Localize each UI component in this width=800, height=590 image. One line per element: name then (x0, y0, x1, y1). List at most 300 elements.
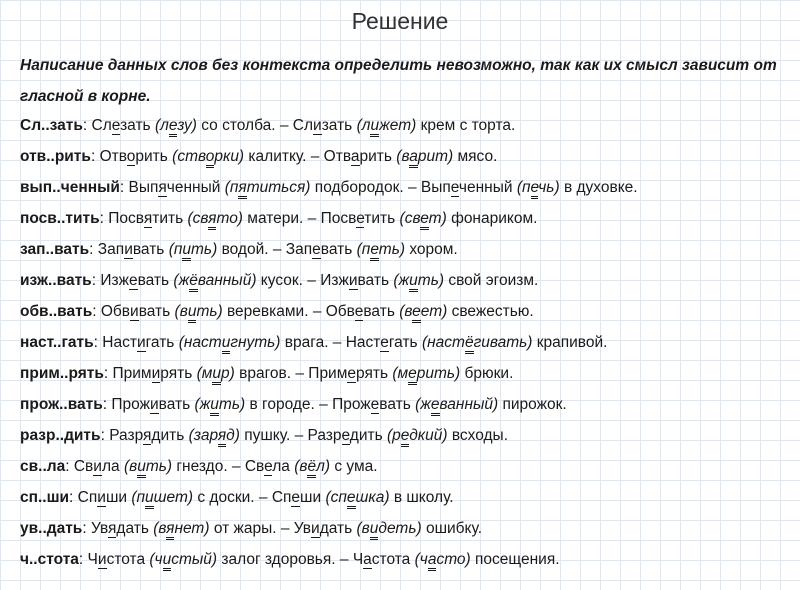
answer-word-1-prefix: Обв (100, 303, 131, 320)
check-word-2-vowel: ё (307, 458, 316, 478)
context-2: свой эгоизм. (448, 272, 539, 289)
answer-word-1 (78, 489, 127, 507)
check-word-1-prefix: (ств (172, 148, 206, 165)
answer-word-2-vowel: е (450, 179, 459, 196)
check-word-2-prefix: (п (516, 179, 531, 196)
check-word-1 (131, 489, 193, 509)
answer-word-1 (100, 272, 169, 290)
answer-word-2-prefix: Сл (292, 117, 314, 134)
answer-word-1-suffix: зать (120, 117, 151, 134)
check-word-1-suffix: ть) (145, 458, 173, 475)
check-word-1 (172, 148, 244, 168)
answer-word-2-vowel: е (341, 427, 350, 444)
check-word-1-suffix: то) (216, 210, 243, 227)
check-word-1 (225, 179, 311, 199)
check-word-2-suffix: жет) (379, 117, 417, 134)
check-word-1-prefix: (ч (149, 551, 163, 568)
check-word-2-prefix: (в (356, 520, 370, 537)
check-word-2-vowel: и (370, 117, 379, 137)
check-word-1-suffix: рки) (214, 148, 245, 165)
context-1: от жары. (213, 520, 277, 537)
check-word-1-vowel: о (206, 148, 215, 168)
answer-word-1-vowel: и (136, 334, 146, 351)
check-word-1-prefix: (ж (173, 272, 190, 289)
answer-word-1-prefix: Сл (91, 117, 112, 134)
answer-word-2-vowel: е (347, 365, 356, 382)
check-word-2-prefix: (сп (325, 489, 347, 506)
check-word-1 (155, 117, 197, 137)
context-2: всходы. (451, 427, 509, 444)
check-word-2 (392, 365, 460, 385)
answer-word-1-vowel: е (111, 117, 121, 134)
context-1: гнездо. (176, 458, 228, 475)
answer-word-2-prefix: Св (244, 458, 265, 475)
answer-word-2-suffix: дать (319, 520, 353, 537)
check-word-2 (357, 241, 405, 261)
check-word-2-suffix: т) (428, 210, 447, 227)
answer-word-2-vowel: е (291, 489, 301, 506)
task-word: св..ла (20, 458, 66, 475)
check-word-1-suffix: зу) (177, 117, 197, 134)
context-2: в духовке. (563, 179, 638, 196)
answer-word-2-prefix: Прим (308, 365, 348, 382)
check-word-2-prefix: (л (356, 117, 371, 134)
answer-word-1-vowel: я (143, 427, 152, 444)
answer-word-1-suffix: стота (106, 551, 146, 568)
context-1: веревками. (226, 303, 309, 320)
check-word-2-prefix: (ч (414, 551, 428, 568)
check-word-2-vowel: е (408, 365, 417, 385)
answer-word-2-prefix: Сп (271, 489, 292, 506)
check-word-2-vowel: е (401, 427, 409, 447)
answer-word-1-suffix: ши (105, 489, 128, 506)
answer-word-2 (308, 365, 388, 383)
answer-row: разр..дить: Разрядить (заряд) пушку. – Разредить (редкий) всходы. (20, 420, 790, 451)
answer-word-1-vowel: и (124, 241, 133, 258)
answer-word-1 (92, 117, 151, 135)
answer-word-2 (326, 303, 395, 321)
check-word-2-prefix: (п (356, 241, 371, 258)
answer-word-2 (346, 334, 418, 352)
answer-row: ув..дать: Увядать (вянет) от жары. – Увидать (видеть) ошибку. (20, 513, 790, 544)
task-word: изж..вать (20, 272, 92, 289)
answer-word-2-vowel: е (354, 303, 364, 320)
check-word-1 (173, 272, 256, 292)
check-word-1 (188, 210, 243, 230)
context-1: матери. (247, 210, 304, 227)
answer-row: наст..гать: Настигать (настигнуть) врага. – Настегать (настёгивать) крапивой. (20, 327, 790, 358)
task-word: разр..дить (20, 427, 101, 444)
context-2: фонариком. (451, 210, 538, 227)
answer-word-2 (272, 489, 321, 507)
answer-word-2-prefix: Ув (293, 520, 312, 537)
check-word-1-suffix: р) (221, 365, 235, 382)
check-word-1-suffix: ть) (196, 303, 223, 320)
task-word: прож..вать (20, 396, 103, 413)
check-word-1-vowel: и (145, 489, 154, 509)
check-word-1 (194, 396, 245, 416)
check-word-1 (149, 551, 217, 571)
answer-word-1 (102, 334, 174, 352)
answer-word-2-prefix: Изж (320, 272, 349, 289)
answer-word-2-suffix: дить (349, 427, 383, 444)
context-1: врага. (284, 334, 329, 351)
answer-word-2 (421, 179, 513, 197)
context-1: врагов. (239, 365, 292, 382)
answer-word-1-suffix: дить (151, 427, 185, 444)
answer-word-2-suffix: вать (320, 241, 353, 258)
check-word-1-vowel: ё (189, 272, 198, 292)
answer-word-1 (113, 365, 193, 383)
check-word-2-vowel: е (370, 241, 378, 261)
check-word-1-suffix: стый) (171, 551, 218, 568)
answer-word-1-vowel: и (151, 365, 161, 382)
answer-word-1 (108, 210, 183, 228)
answer-word-1-vowel: и (149, 396, 159, 413)
answer-word-2-suffix: рить (359, 148, 392, 165)
answer-word-2-prefix: Вып (420, 179, 451, 196)
answer-row: отв..рить: Отворить (створки) калитку. – Отварить (варит) мясо. (20, 141, 790, 172)
check-word-2 (393, 272, 444, 292)
task-word: ч..стота (20, 551, 79, 568)
answer-word-1-prefix: Прим (112, 365, 152, 382)
answer-word-2-prefix: Зап (285, 241, 313, 258)
check-word-2 (325, 489, 389, 509)
context-2: хором. (409, 241, 458, 258)
answer-word-1-suffix: вать (137, 272, 170, 289)
answer-word-2-prefix: Отв (323, 148, 351, 165)
check-word-1-prefix: (св (187, 210, 209, 227)
answer-word-2 (286, 241, 353, 259)
check-word-2-suffix: ет) (420, 303, 448, 320)
answer-word-2-vowel: е (264, 458, 273, 475)
answer-word-1-vowel: и (93, 458, 102, 475)
answer-word-1-prefix: Разр (109, 427, 144, 444)
answer-word-2-suffix: зать (321, 117, 353, 134)
check-word-2-vowel: а (409, 148, 418, 168)
answer-word-2 (293, 117, 352, 135)
check-word-2 (357, 520, 422, 540)
context-2: свежестью. (451, 303, 534, 320)
answer-row: св..ла: Свила (вить) гнездо. – Свела (вёл) с ума. (20, 451, 790, 482)
check-word-1 (169, 241, 218, 261)
check-word-2-vowel: е (412, 303, 421, 323)
check-word-2-prefix: (в (396, 148, 410, 165)
check-word-2-vowel: е (347, 489, 356, 509)
check-word-1 (175, 303, 223, 323)
answer-word-1 (88, 551, 146, 569)
answer-word-2 (294, 520, 352, 538)
check-word-1 (124, 458, 172, 478)
answer-word-1 (98, 241, 165, 259)
check-word-1-prefix: (м (196, 365, 213, 382)
task-word: зап..вать (20, 241, 90, 258)
answer-word-2-suffix: тить (364, 210, 396, 227)
check-word-2 (517, 179, 560, 199)
answer-word-2-prefix: Наст (345, 334, 381, 351)
context-2: ошибку. (425, 520, 483, 537)
check-word-2 (399, 303, 447, 323)
answer-word-2-vowel: и (348, 272, 358, 289)
check-word-2-suffix: чь) (538, 179, 560, 196)
answer-word-2-vowel: и (313, 117, 322, 134)
check-word-2 (294, 458, 330, 478)
check-word-1-vowel: и (163, 551, 172, 571)
answer-word-2-suffix: ченный (458, 179, 513, 196)
answer-word-2-suffix: ла (272, 458, 290, 475)
check-word-1-vowel: и (212, 365, 221, 385)
answer-word-1-suffix: гать (145, 334, 175, 351)
answer-word-1-prefix: Ч (87, 551, 98, 568)
context-1: пушку. (244, 427, 291, 444)
context-1: залог здоровья. (221, 551, 336, 568)
task-word: наст..гать (20, 334, 94, 351)
answer-word-1-suffix: ла (101, 458, 120, 475)
context-1: в городе. (249, 396, 315, 413)
answer-word-2-suffix: вать (379, 396, 411, 413)
answer-word-2-vowel: е (312, 241, 321, 258)
context-2: в школу. (393, 489, 454, 506)
answer-word-2-prefix: Ч (352, 551, 364, 568)
answer-row: изж..вать: Изжевать (жёванный) кусок. – Изживать (жить) свой эгоизм. (20, 265, 790, 296)
answer-word-1-prefix: Сп (77, 489, 98, 506)
check-word-1-suffix: д) (226, 427, 240, 444)
check-word-2-suffix: ть) (417, 272, 445, 289)
check-word-2 (415, 396, 498, 416)
answer-word-1-prefix: Изж (100, 272, 129, 289)
check-word-2-prefix: (в (399, 303, 413, 320)
answer-row: зап..вать: Запивать (пить) водой. – Запевать (петь) хором. (20, 234, 790, 265)
check-word-2-prefix: (наст (421, 334, 465, 351)
task-word: отв..рить (20, 148, 91, 165)
check-word-2 (422, 334, 532, 354)
check-word-2-suffix: шка) (355, 489, 390, 506)
check-word-2 (400, 210, 447, 230)
check-word-2-suffix: рит) (417, 148, 454, 165)
answer-row: Сл..зать: Слезать (лезу) со столба. – Слизать (лижет) крем с торта. (20, 110, 790, 141)
answer-word-1-vowel: е (128, 272, 138, 289)
check-word-1-prefix: (п (131, 489, 146, 506)
answer-row: вып..ченный: Выпяченный (пятиться) подбородок. – Выпеченный (печь) в духовке. (20, 172, 790, 203)
answer-word-1 (111, 396, 190, 414)
answer-word-2 (332, 396, 411, 414)
task-word: обв..вать (20, 303, 93, 320)
answer-row: прож..вать: Проживать (жить) в городе. – Прожевать (жеванный) пирожок. (20, 389, 790, 420)
check-word-1-prefix: (в (174, 303, 188, 320)
answer-word-2-suffix: вать (363, 303, 395, 320)
check-word-2-suffix: ть) (378, 241, 406, 258)
answer-word-1-vowel: и (97, 551, 107, 568)
check-word-1-vowel: я (166, 520, 174, 540)
check-word-1-prefix: (ж (194, 396, 211, 413)
check-word-1-prefix: (л (154, 117, 169, 134)
answer-word-1-prefix: Отв (99, 148, 127, 165)
answer-word-2-vowel: а (350, 148, 360, 165)
check-word-1-vowel: я (208, 210, 216, 230)
check-word-2 (387, 427, 448, 447)
task-word: ув..дать (20, 520, 83, 537)
context-2: посещения. (475, 551, 560, 568)
check-word-2-suffix: ванный) (439, 396, 499, 413)
check-word-1-prefix: (в (123, 458, 138, 475)
answer-word-2-vowel: и (311, 520, 320, 537)
context-2: пирожок. (502, 396, 567, 413)
check-word-1-suffix: ть) (191, 241, 218, 258)
check-word-1-suffix: нет) (174, 520, 210, 537)
answer-word-2-suffix: вать (357, 272, 390, 289)
answer-word-1 (74, 458, 120, 476)
answer-word-2 (308, 427, 383, 445)
check-word-1-prefix: (п (224, 179, 239, 196)
answer-word-1-suffix: дать (116, 520, 149, 537)
answer-word-2-suffix: ши (300, 489, 322, 506)
answer-word-1 (100, 148, 168, 166)
answer-word-2-prefix: Обв (325, 303, 355, 320)
check-word-2-suffix: дкий) (409, 427, 448, 444)
check-word-2-prefix: (ж (393, 272, 410, 289)
check-word-1-vowel: и (137, 458, 146, 478)
task-word: вып..ченный (20, 179, 120, 196)
check-word-1-suffix: шет) (153, 489, 194, 506)
check-word-1-vowel: е (169, 117, 177, 137)
answer-word-1-vowel: и (97, 489, 106, 506)
context-1: водой. (221, 241, 269, 258)
context-2: с ума. (334, 458, 378, 475)
answer-row: обв..вать: Обвивать (вить) веревками. – Обвевать (веет) свежестью. (20, 296, 790, 327)
answer-word-1-prefix: Наст (102, 334, 137, 351)
answer-word-1-suffix: рять (160, 365, 193, 382)
task-word: посв..тить (20, 210, 100, 227)
check-word-2-suffix: л) (316, 458, 331, 475)
check-word-2-prefix: (р (386, 427, 401, 444)
check-word-1 (197, 365, 235, 385)
answer-word-2-prefix: Разр (307, 427, 342, 444)
answer-word-1-prefix: Прож (111, 396, 150, 413)
check-word-1-prefix: (наст (178, 334, 222, 351)
answer-word-1-prefix: Посв (108, 210, 144, 227)
check-word-1-prefix: (в (153, 520, 167, 537)
check-word-1-suffix: титься) (246, 179, 311, 196)
context-1: с доски. (197, 489, 255, 506)
check-word-1-prefix: (зар (188, 427, 218, 444)
check-word-1 (153, 520, 209, 540)
check-word-2 (415, 551, 471, 571)
context-2: брюки. (464, 365, 514, 382)
answer-word-1-prefix: Ув (90, 520, 109, 537)
answer-word-1-suffix: рить (135, 148, 168, 165)
check-word-2-prefix: (св (399, 210, 421, 227)
check-word-1-vowel: я (238, 179, 246, 199)
answer-word-1-suffix: тить (152, 210, 184, 227)
task-word: прим..рять (20, 365, 104, 382)
check-word-2-vowel: и (409, 272, 418, 292)
context-1: кусок. (260, 272, 303, 289)
answer-word-1-vowel: и (130, 303, 139, 320)
answer-row: прим..рять: Примирять (мир) врагов. – Примерять (мерить) брюки. (20, 358, 790, 389)
check-word-1 (179, 334, 281, 354)
answer-word-1-suffix: ченный (166, 179, 221, 196)
answer-row: сп..ши: Спиши (пишет) с доски. – Спеши (спешка) в школу. (20, 482, 790, 513)
check-word-1-suffix: ть) (218, 396, 246, 413)
check-word-2-suffix: гивать) (473, 334, 533, 351)
check-word-1-suffix: ванный) (197, 272, 257, 289)
context-2: крапивой. (536, 334, 608, 351)
check-word-2-vowel: ё (465, 334, 474, 354)
answer-word-2-suffix: рять (356, 365, 389, 382)
answer-word-2 (324, 148, 392, 166)
context-2: крем с торта. (420, 117, 516, 134)
check-word-2-vowel: е (420, 210, 428, 230)
task-word: сп..ши (20, 489, 70, 506)
check-word-2-suffix: рить) (416, 365, 461, 382)
check-word-2 (357, 117, 417, 137)
answer-word-2 (245, 458, 290, 476)
check-word-1-suffix: гнуть) (230, 334, 281, 351)
answer-word-2-vowel: е (356, 210, 365, 227)
answer-word-1-prefix: Св (73, 458, 94, 475)
check-word-1-vowel: я (218, 427, 226, 447)
check-word-1 (189, 427, 240, 447)
answer-word-2-suffix: гать (388, 334, 418, 351)
answer-word-1-vowel: о (126, 148, 136, 165)
intro-text: Написание данных слов без контекста определить невозможно, так как их смысл зависит от гласной в корне. (20, 57, 777, 105)
context-1: со столба. (201, 117, 276, 134)
answer-word-2-vowel: а (363, 551, 372, 568)
check-word-1-vowel: и (222, 334, 231, 354)
answer-word-1 (101, 303, 170, 321)
answer-word-1-suffix: вать (158, 396, 191, 413)
check-word-2-prefix: (м (392, 365, 409, 382)
answer-row: посв..тить: Посвятить (свято) матери. – Посветить (свет) фонариком. (20, 203, 790, 234)
answer-word-2 (321, 210, 396, 228)
check-word-1-vowel: и (182, 241, 191, 261)
check-word-2-prefix: (ж (415, 396, 431, 413)
answer-word-2 (353, 551, 410, 569)
check-word-1-vowel: и (210, 396, 219, 416)
answer-word-1-vowel: я (143, 210, 153, 227)
answer-word-2-vowel: е (370, 396, 380, 413)
check-word-1-vowel: и (188, 303, 197, 323)
answer-word-1-prefix: Зап (97, 241, 125, 258)
check-word-2-vowel: а (428, 551, 437, 571)
answer-word-1 (91, 520, 149, 538)
answer-row: ч..стота: Чистота (чистый) залог здоровья. – Частота (часто) посещения. (20, 544, 790, 575)
page-title: Решение (351, 8, 449, 34)
answer-word-2-suffix: стота (371, 551, 411, 568)
check-word-2-suffix: сто) (436, 551, 471, 568)
check-word-2-vowel: е (431, 396, 440, 416)
check-word-2-vowel: и (370, 520, 379, 540)
context-1: калитку. (248, 148, 307, 165)
answer-word-1-vowel: я (108, 520, 117, 537)
task-word: Сл..зать (20, 117, 83, 134)
check-word-1-prefix: (п (168, 241, 183, 258)
answer-word-2-prefix: Посв (320, 210, 357, 227)
answer-word-1-vowel: я (158, 179, 167, 196)
context-1: подбородок. (314, 179, 404, 196)
check-word-2 (396, 148, 453, 168)
check-word-2-vowel: е (531, 179, 539, 199)
context-2: мясо. (457, 148, 498, 165)
answer-word-1-suffix: вать (132, 241, 165, 258)
check-word-2-prefix: (в (294, 458, 308, 475)
check-word-2-suffix: деть) (378, 520, 422, 537)
answer-word-2 (320, 272, 389, 290)
answer-word-1 (109, 427, 184, 445)
answer-word-2-prefix: Прож (332, 396, 371, 413)
answer-word-2-vowel: е (380, 334, 389, 351)
answer-word-1 (128, 179, 220, 197)
